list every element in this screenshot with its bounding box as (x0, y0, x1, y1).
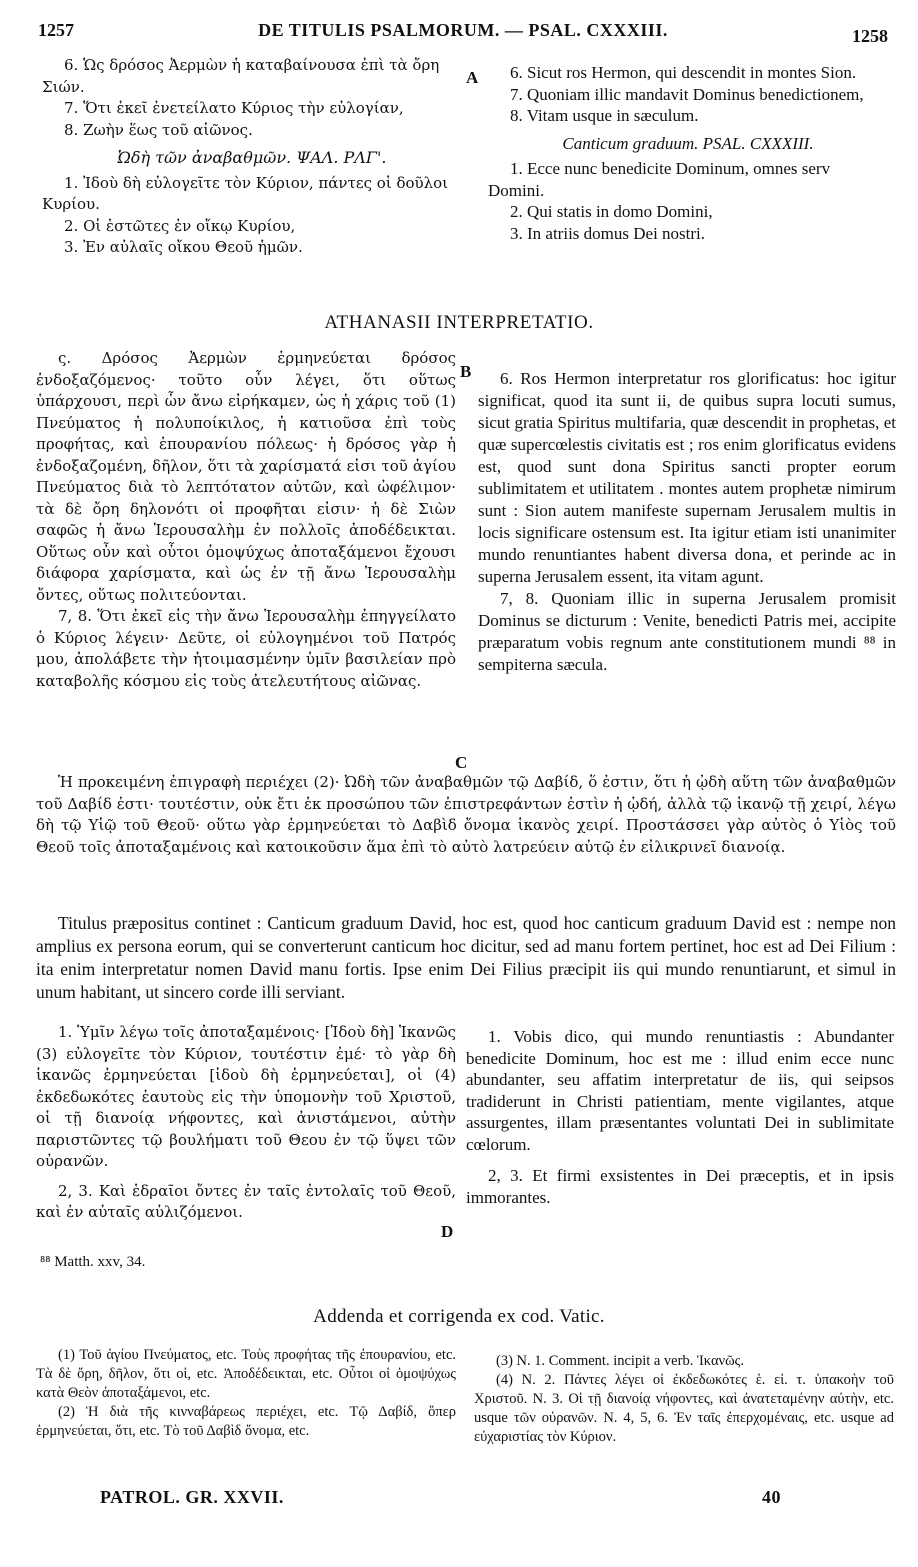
psalm-greek-verse-6: 6. Ὡς δρόσος Ἀερμὼν ἡ καταβαίνουσα ἐπὶ τὰ ὄρη Σιών. (42, 56, 440, 96)
margin-letter-d: D (441, 1222, 454, 1241)
verses-latin-verse-1: 1. Vobis dico, qui mundo renuntiastis : Abundanter benedicite Dominum, hoc est me : illud enim ecce nunc abundanter, seu affatim interpretatur de iis, qui seipsos tradiderunt in Christi patientiam, mente vigilantes, atque assurgentes, illam præsentantes voluntati Dei in sublimitate cœlorum. (466, 1027, 894, 1154)
psalm-latin-verse-6: 6. Sicut ros Hermon, qui descendit in montes Sion. (510, 63, 857, 82)
psalm-latin-column (488, 62, 888, 244)
column-number-left: 1257 (38, 20, 74, 40)
running-title: DE TITULIS PSALMORUM. — PSAL. CXXXIII. (258, 20, 668, 40)
margin-letter-a: A (466, 68, 479, 87)
margin-letter-c: C (455, 753, 468, 772)
addenda-right-column (474, 1352, 894, 1447)
psalm-greek-verse-2: 2. Οἱ ἑστῶτες ἐν οἴκῳ Κυρίου, (64, 216, 296, 235)
interpretation-latin-column (478, 368, 896, 676)
interpretation-greek-column (36, 348, 456, 692)
scripture-footnote: ⁸⁸ Matth. xxv, 34. (40, 1254, 146, 1270)
psalm-latin-title: Canticum graduum. PSAL. CXXXIII. (562, 133, 814, 153)
verses-greek-verse-1: 1. Ὑμῖν λέγω τοῖς ἀποταξαμένοις· [Ἰδοὺ δὴ] Ἱκανῶς (3) εὐλογεῖτε τὸν Κύριον, τουτέστιν ἐμέ· τὸ γὰρ δὴ ἱκανῶς ἑρμηνεύεται [ἰδοὺ δὴ ἑρμηνεύεται], οἱ (4) ἐκδεδωκότες ἑαυτοὺς εἰς τὴν ὑπομονὴν τοῦ Χριστοῦ, οἱ τῇ διανοίᾳ νήφοντες, καὶ ἀνιστάμενοι, αὐτὴν παριστῶντες τῷ βουλήματι τοῦ Θεου ἐν τῷ ὕψει τῶν οὐρανῶν. (36, 1023, 456, 1170)
verses-latin-column (466, 1026, 894, 1208)
psalm-latin-verse-3: 3. In atriis domus Dei nostri. (510, 223, 706, 243)
title-comment-greek-paragraph: Ἡ προκειμένη ἐπιγραφὴ περιέχει (2)· Ὠδὴ τῶν ἀναβαθμῶν τῷ Δαβίδ, ὅ ἐστιν, ὅτι ἡ ᾠδὴ αὕτη τῶν ἀναβαθμῶν τοῦ Δαβίδ ἐστι· τουτέστιν, οὐκ ἔτι ἐκ προσώπου τῶν ἐπιστρεφάντων ἐστὶν ἡ ᾠδή, ἀλλὰ τῷ ἱκανῷ τῇ χειρί, λέγω δὴ τῷ Υἱῷ τοῦ Θεοῦ· οὕτω γὰρ ἑρμηνεύεται τὸ Δαβὶδ ὄνομα ἱκανὸς χειρί. Προστάσσει γὰρ αὐτὸς ὁ Υἱὸς τοῦ Θεοῦ τοῖς ἀποταξαμένοις καὶ κατοικοῦσιν ἅμα ἐπὶ τὸ αὐτὸ λατρεύειν αὐτῷ ἐν εἰλικρινεῖ διανοίᾳ. (36, 773, 896, 856)
psalm-latin-verse-1: 1. Ecce nunc benedicite Dominum, omnes serv Domini. (488, 159, 831, 200)
addenda-note-2: (2) Ἡ διὰ τῆς κινναβάρεως περιέχει, etc. Τῷ Δαβίδ, ὅπερ ἑρμηνεύεται, ὅτι, etc. Τὸ τοῦ Δαβὶδ ὄνομα, etc. (36, 1404, 456, 1439)
psalm-greek-verse-7: 7. Ὅτι ἐκεῖ ἐνετείλατο Κύριος τὴν εὐλογίαν, (64, 99, 404, 117)
addenda-note-3: (3) N. 1. Comment. incipit a verb. Ἱκανῶς. (496, 1353, 745, 1369)
signature-sheet-number: 40 (762, 1487, 781, 1507)
psalm-greek-verse-1: 1. Ἰδοὺ δὴ εὐλογεῖτε τὸν Κύριον, πάντες οἱ δοῦλοι Κυρίου. (42, 173, 449, 213)
psalm-greek-column (42, 55, 462, 259)
running-header (38, 20, 888, 48)
section-heading: ATHANASII INTERPRETATIO. (324, 312, 594, 333)
psalm-latin-verse-8: 8. Vitam usque in sæculum. (510, 106, 699, 125)
addenda-left-column (36, 1346, 456, 1441)
interpretation-greek-paragraph-2: 7, 8. Ὅτι ἐκεῖ εἰς τὴν ἄνω Ἱερουσαλὴμ ἐπηγγείλατο ὁ Κύριος λέγειν· Δεῦτε, οἱ εὐλογημένοι τοῦ Πατρός μου, ἀπολάβετε τὴν ἡτοιμασμένην ὑμῖν βασιλείαν πρὸ καταβολῆς κόσμου εἰς τοὺς ἀτελευτήτους αἰῶνας. (36, 607, 456, 690)
addenda-note-4: (4) N. 2. Πάντες λέγει οἱ ἐκδεδωκότες ἑ. εἰ. τ. ὑπακοὴν τοῦ Χριστοῦ. N. 3. Οἱ τῇ διανοίᾳ νήφοντες, καὶ ἀνατεταμένην αὐτὴν, etc. usque τῶν οὐρανῶν. N. 4, 5, 6. Ἐν ταῖς ἐπερχομέναις, etc. usque ad εὐχαριστίας τὸν Κύριον. (474, 1372, 894, 1445)
psalm-greek-verse-3: 3. Ἐν αὐλαῖς οἴκου Θεοῦ ἡμῶν. (64, 238, 303, 256)
title-comment-greek (36, 772, 896, 858)
title-comment-latin (36, 912, 896, 1004)
psalm-latin-verse-2: 2. Qui statis in domo Domini, (510, 202, 713, 221)
verses-latin-verse-2-3: 2, 3. Et firmi exsistentes in Dei præceptis, et in ipsis immorantes. (466, 1166, 894, 1207)
title-comment-latin-paragraph: Titulus præpositus continet : Canticum graduum David, hoc est, quod hoc canticum graduum David est : nempe non amplius ex persona eorum, qui se converterunt canticum hoc dicitur, sed ad manu fortem pertinet, hoc est ad Dei Filium : ita enim interpretatur nomen David manu fortis. Ipse enim Dei Filius præcipit iis qui mundo renuntiarunt, et simul in unum habitant, ut sincero corde illi serviant. (36, 913, 896, 1002)
verses-greek-column (36, 1022, 456, 1224)
verses-greek-verse-2-3: 2, 3. Καὶ ἑδραῖοι ὄντες ἐν ταῖς ἐντολαῖς τοῦ Θεοῦ, καὶ ἐν αὐταῖς αὐλιζόμενοι. (36, 1181, 456, 1221)
signature-series: PATROL. GR. XXVII. (100, 1487, 284, 1507)
psalm-greek-verse-8: 8. Ζωὴν ἕως τοῦ αἰῶνος. (64, 120, 253, 139)
interpretation-greek-paragraph-1: ς. Δρόσος Ἀερμὼν ἑρμηνεύεται δρόσος ἐνδοξαζόμενος· τοῦτο οὖν λέγει, ὅτι οὕτως ὑπάρχουσι, περὶ ὧν ἄνω εἰρήκαμεν, ὡς ἡ χάρις τοῦ (1) Πνεύματος ἡ πολυποίκιλος, ἡ κατιοῦσα ἐπὶ τοὺς προφήτας, καὶ ἐπουρανίου πόλεως· ἡ δρόσος γὰρ ἡ ἐνδοξαζομένη, δῆλον, ὅτι τὰ χαρίσματά εἰσι τοῦ ἁγίου Πνεύματος διὰ τὸ λεπτότατον αὐτῶν, καὶ ὠφέλιμον· τὰ δὲ ὄρη δηλονότι οἱ προφῆται εἰσιν· ἡ δὲ Σιὼν σαφῶς ἡ ἄνω Ἱερουσαλὴμ ἐν πολλοῖς ἀποδέδεικται. Οὕτως οὖν καὶ οὗτοι ὁμοψύχως ἀποταξάμενοι ἔχουσι διάφορα χαρίσματα, καὶ ὡς ἐν τῇ ἄνω Ἱερουσαλὴμ ὄντες, οὕτως πολιτεύονται. (36, 349, 456, 604)
psalm-latin-verse-7: 7. Quoniam illic mandavit Dominus benedictionem, (510, 84, 864, 104)
psalm-greek-title: Ὠδὴ τῶν ἀναβαθμῶν. ΨΑΛ. ΡΛΓ'. (117, 148, 387, 167)
column-number-right: 1258 (852, 26, 888, 46)
margin-letter-b: B (460, 362, 472, 381)
addenda-note-1: (1) Τοῦ ἁγίου Πνεύματος, etc. Τοὺς προφήτας τῆς ἐπουρανίου, etc. Τὰ δὲ ὄρη, δῆλον, ὅτι οἱ, etc. Ἀποδέδεικται, etc. Οὗτοι οἱ ὁμοψύχως κατὰ Θεὸν ἀποταξάμενοι, etc. (36, 1347, 456, 1401)
interpretation-latin-paragraph-1: 6. Ros Hermon interpretatur ros glorificatus: hoc igitur significat, quod ita sunt ii, de quibus supra locuti sumus, sicut gratia Spiritus multifaria, quæ descendit in prophetas, et quæ supercœlestis civitatis est ; ros enim glorificatus evidens est, quod sunt dona Spiritus sancti propter eorum sublimitatem et utilitatem . montes autem prophetæ nimirum sunt : Sion autem manifeste supernam Jerusalem multis in locis significare ostensum est. Ita igitur etiam isti unanimiter mundo renuntiantes habent diversa dona, et perinde ac in superna Jerusalem essent, ita vitam agunt. (478, 369, 896, 586)
addenda-heading: Addenda et corrigenda ex cod. Vatic. (313, 1306, 605, 1327)
interpretation-latin-paragraph-2: 7, 8. Quoniam illic in superna Jerusalem promisit Dominus se dicturum : Venite, benedicti Patris mei, accipite præparatum vobis regnum ante constitutionem mundi ⁸⁸ in sempiterna sæcula. (478, 589, 896, 674)
